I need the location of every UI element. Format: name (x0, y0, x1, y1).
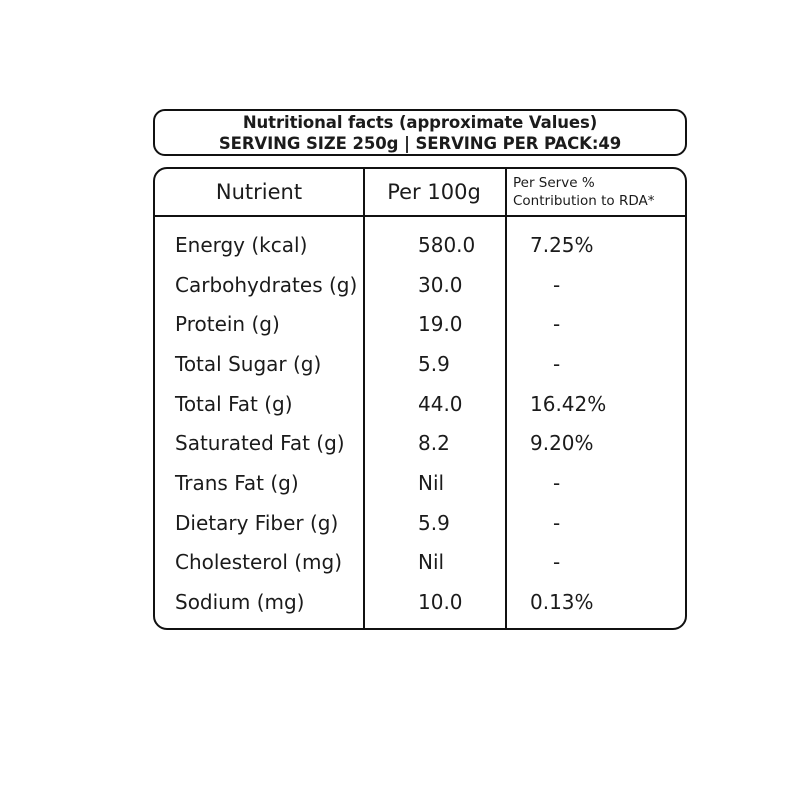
header-nutrient: Nutrient (215, 180, 303, 204)
per-100g-value: 44.0 (418, 391, 463, 416)
nutrient-name: Trans Fat (g) (175, 470, 299, 495)
table-row (155, 384, 685, 424)
table-row (155, 543, 685, 583)
nutrient-name: Cholesterol (mg) (175, 550, 343, 575)
rda-percent-value: - (553, 510, 561, 535)
per-100g-value: Nil (418, 470, 445, 495)
per-100g-value: 5.9 (418, 351, 450, 376)
rda-percent-value: 0.13% (530, 590, 594, 615)
header-rda-line1: Per Serve % (513, 175, 595, 191)
per-100g-value: 10.0 (418, 590, 463, 615)
table-row (155, 503, 685, 543)
table-row (155, 265, 685, 305)
per-100g-value: 5.9 (418, 510, 450, 535)
per-100g-value: 8.2 (418, 431, 450, 456)
column-divider-2 (505, 169, 507, 628)
rda-percent-value: - (553, 312, 561, 337)
rda-percent-value: 16.42% (530, 391, 607, 416)
rda-percent-value: - (553, 550, 561, 575)
rda-percent-value: - (553, 470, 561, 495)
nutrient-name: Total Fat (g) (175, 391, 293, 416)
table-row (155, 423, 685, 463)
per-100g-value: 19.0 (418, 312, 463, 337)
rda-percent-value: - (553, 351, 561, 376)
nutrition-label (153, 109, 687, 630)
nutrient-name: Energy (kcal) (175, 232, 308, 257)
table-row (155, 304, 685, 344)
table-header-row (155, 169, 685, 217)
label-title: Nutritional facts (approximate Values) (242, 112, 598, 132)
column-divider-1 (363, 169, 365, 628)
rda-percent-value: - (553, 272, 561, 297)
table-row (155, 225, 685, 265)
table-body (155, 217, 685, 622)
nutrient-name: Dietary Fiber (g) (175, 510, 339, 535)
rda-percent-value: 9.20% (530, 431, 594, 456)
table-row (155, 582, 685, 622)
table-row (155, 463, 685, 503)
nutrient-name: Carbohydrates (g) (175, 272, 358, 297)
per-100g-value: 580.0 (418, 232, 476, 257)
nutrient-name: Saturated Fat (g) (175, 431, 345, 456)
per-100g-value: Nil (418, 550, 445, 575)
nutrient-name: Total Sugar (g) (175, 351, 322, 376)
nutrition-table (153, 167, 687, 630)
per-100g-value: 30.0 (418, 272, 463, 297)
table-row (155, 344, 685, 384)
title-box (153, 109, 687, 156)
header-rda (505, 169, 685, 215)
nutrient-name: Sodium (mg) (175, 590, 305, 615)
header-per-100g: Per 100g (387, 180, 481, 204)
header-rda-line2: Contribution to RDA* (513, 193, 655, 209)
serving-info: SERVING SIZE 250g | SERVING PER PACK:49 (218, 133, 622, 153)
nutrient-name: Protein (g) (175, 312, 280, 337)
rda-percent-value: 7.25% (530, 232, 594, 257)
